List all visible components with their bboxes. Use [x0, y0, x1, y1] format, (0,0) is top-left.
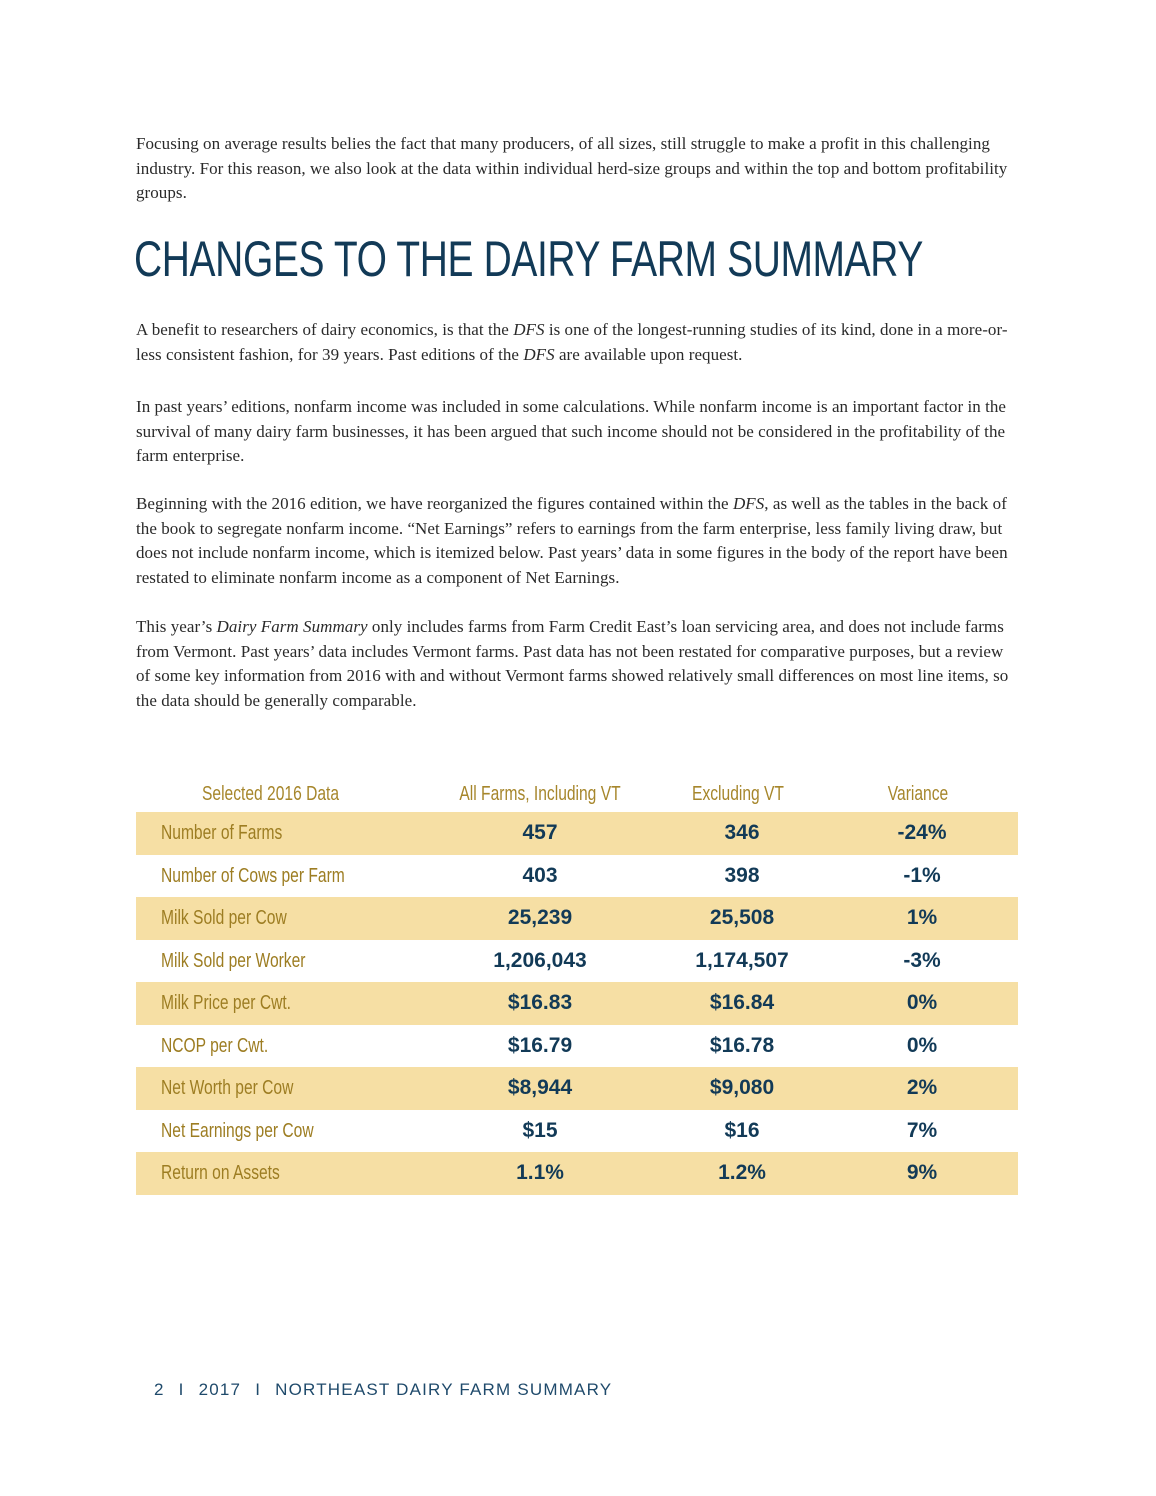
table-row: Net Earnings per Cow $15 $16 7%	[161, 1118, 938, 1142]
table-header: Selected 2016 Data All Farms, Including VT Excluding VT Variance	[202, 783, 949, 805]
table-body	[136, 812, 1018, 1195]
paragraph-vermont: This year’s Dairy Farm Summary only includes farms from Farm Credit East’s loan servicing area, and does not include farms from Vermont. Past years’ data includes Vermont farms. Past data has not been restated for comparative purposes, but a review of some key information from 2016 with and without Vermont farms showed relatively small differences on most line items, so the data should be generally comparable.	[136, 617, 1009, 710]
comparison-table	[136, 780, 1018, 1195]
table-row: Milk Price per Cwt. $16.83 $16.84 0%	[136, 982, 1018, 1025]
table-row: Return on Assets 1.1% 1.2% 9%	[136, 1152, 1018, 1195]
table-row: NCOP per Cwt. $16.79 $16.78 0%	[161, 1033, 938, 1057]
row-label: Net Earnings per Cow	[161, 1119, 314, 1142]
row-label: Milk Sold per Worker	[161, 949, 306, 972]
row-label: Net Worth per Cow	[161, 1077, 294, 1099]
page-footer	[154, 1380, 612, 1400]
table-row: Net Worth per Cow $8,944 $9,080 2%	[136, 1067, 1018, 1110]
paragraph-nonfarm-income: In past years’ editions, nonfarm income was included in some calculations. While nonfarm income is an important factor in the survival of many dairy farm businesses, it has been argued that such income should not be considered in the profitability of the farm enterprise.	[136, 397, 1007, 465]
footer-title: NORTHEAST DAIRY FARM SUMMARY	[275, 1380, 613, 1399]
table-row: Number of Cows per Farm 403 398 -1%	[161, 863, 941, 887]
footer-separator: I	[178, 1380, 185, 1399]
section-heading: CHANGES TO THE DAIRY FARM SUMMARY	[134, 231, 923, 287]
paragraph-dfs-history: A benefit to researchers of dairy economics, is that the DFS is one of the longest-running studies of its kind, done in a more-or-less consistent fashion, for 39 years. Past editions of the DFS are available upon request.	[136, 320, 1008, 364]
table-row: Milk Sold per Cow 25,239 25,508 1%	[136, 897, 1018, 940]
paragraph-reorganization: Beginning with the 2016 edition, we have reorganized the figures contained within the DFS, as well as the tables in the back of the book to segregate nonfarm income. “Net Earnings” refers to earnings from the farm enterprise, less family living draw, but does not include nonfarm income, which is itemized below. Past years’ data in some figures in the body of the report have been restated to eliminate nonfarm income as a component of Net Earnings.	[136, 494, 1008, 587]
row-label: NCOP per Cwt.	[161, 1034, 269, 1057]
footer-separator: I	[255, 1380, 262, 1399]
table-row: Number of Farms 457 346 -24%	[136, 812, 1018, 855]
row-label: Return on Assets	[161, 1162, 280, 1184]
footer-year: 2017	[198, 1380, 242, 1399]
table-row: Milk Sold per Worker 1,206,043 1,174,507 -3%	[161, 948, 941, 972]
row-label: Milk Sold per Cow	[161, 907, 287, 929]
row-label: Number of Farms	[161, 822, 283, 844]
header-selected-data: Selected 2016 Data	[202, 783, 340, 805]
row-label: Number of Cows per Farm	[161, 864, 345, 887]
page-number: 2	[154, 1380, 165, 1399]
row-label: Milk Price per Cwt.	[161, 992, 292, 1014]
intro-paragraph: Focusing on average results belies the fact that many producers, of all sizes, still struggle to make a profit in this challenging industry. For this reason, we also look at the data within individual herd-size groups and within the top and bottom profitability groups.	[136, 134, 1008, 202]
